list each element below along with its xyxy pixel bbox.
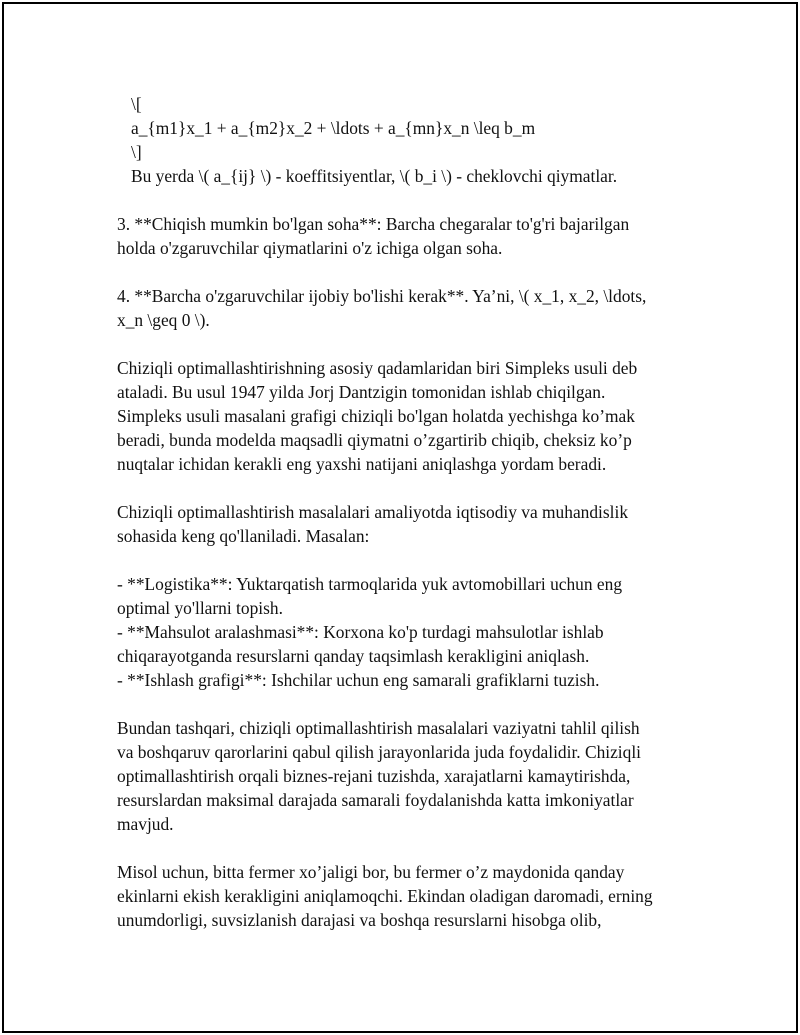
text-line: x_n \geq 0 \). — [117, 310, 210, 330]
text-line: Chiziqli optimallashtirish masalalari amaliyotda iqtisodiy va muhandislik — [117, 502, 629, 522]
list-line: chiqarayotganda resurslarni qanday taqsimlash kerakligini aniqlash. — [117, 646, 590, 666]
paragraph-farmer — [117, 860, 697, 932]
formula-expression: a_{m1}x_1 + a_{m2}x_2 + \ldots + a_{mn}x_n \leq b_m — [131, 118, 536, 138]
text-line: Simpleks usuli masalani grafigi chiziqli bo'lgan holatda yechishga ko’mak — [117, 406, 635, 426]
spacer — [117, 188, 697, 212]
spacer — [117, 476, 697, 500]
text-line: Bundan tashqari, chiziqli optimallashtirish masalalari vaziyatni tahlil qilish — [117, 718, 640, 738]
text-line: ataladi. Bu usul 1947 yilda Jorj Dantzigin tomonidan ishlab chiqilgan. — [117, 382, 606, 402]
text-line: Chiziqli optimallashtirishning asosiy qadamlaridan biri Simpleks usuli deb — [117, 358, 638, 378]
list-item-3 — [117, 212, 697, 260]
spacer — [117, 260, 697, 284]
text-line: mavjud. — [117, 814, 174, 834]
text-line: beradi, bunda modelda maqsadli qiymatni o’zgartirib chiqib, cheksiz ko’p — [117, 430, 632, 450]
formula-explanation: Bu yerda \( a_{ij} \) - koeffitsiyentlar, \( b_i \) - cheklovchi qiymatlar. — [131, 166, 618, 186]
text-line: va boshqaruv qarorlarini qabul qilish jarayonlarida juda foydalidir. Chiziqli — [117, 742, 642, 762]
spacer — [117, 548, 697, 572]
text-line: nuqtalar ichidan kerakli eng yaxshi natijani aniqlashga yordam beradi. — [117, 454, 607, 474]
text-line: Misol uchun, bitta fermer xo’jaligi bor, bu fermer o’z maydonida qanday — [117, 862, 625, 882]
list-item-4 — [117, 284, 697, 332]
formula-block — [117, 92, 697, 188]
formula-open: \[ — [131, 94, 142, 114]
paragraph-applications — [117, 500, 697, 548]
list-line: - **Ishlash grafigi**: Ishchilar uchun eng samarali grafiklarni tuzish. — [117, 670, 600, 690]
text-line: 3. **Chiqish mumkin bo'lgan soha**: Barcha chegaralar to'g'ri bajarilgan — [117, 214, 630, 234]
list-line: optimal yo'llarni topish. — [117, 598, 283, 618]
document-body — [117, 92, 697, 932]
text-line: ekinlarni ekish kerakligini aniqlamoqchi. Ekindan oladigan daromadi, erning — [117, 886, 653, 906]
examples-list — [117, 572, 697, 692]
text-line: optimallashtirish orqali biznes-rejani tuzishda, xarajatlarni kamaytirishda, — [117, 766, 631, 786]
text-line: sohasida keng qo'llaniladi. Masalan: — [117, 526, 370, 546]
text-line: unumdorligi, suvsizlanish darajasi va boshqa resurslarni hisobga olib, — [117, 910, 602, 930]
spacer — [117, 836, 697, 860]
paragraph-management — [117, 716, 697, 836]
text-line: holda o'zgaruvchilar qiymatlarini o'z ichiga olgan soha. — [117, 238, 503, 258]
text-line: resurslardan maksimal darajada samarali foydalanishda katta imkoniyatlar — [117, 790, 634, 810]
spacer — [117, 332, 697, 356]
formula-close: \] — [131, 142, 142, 162]
spacer — [117, 692, 697, 716]
list-line: - **Logistika**: Yuktarqatish tarmoqlarida yuk avtomobillari uchun eng — [117, 574, 623, 594]
text-line: 4. **Barcha o'zgaruvchilar ijobiy bo'lishi kerak**. Ya’ni, \( x_1, x_2, \ldots, — [117, 286, 647, 306]
list-line: - **Mahsulot aralashmasi**: Korxona ko'p turdagi mahsulotlar ishlab — [117, 622, 604, 642]
paragraph-simplex — [117, 356, 697, 476]
